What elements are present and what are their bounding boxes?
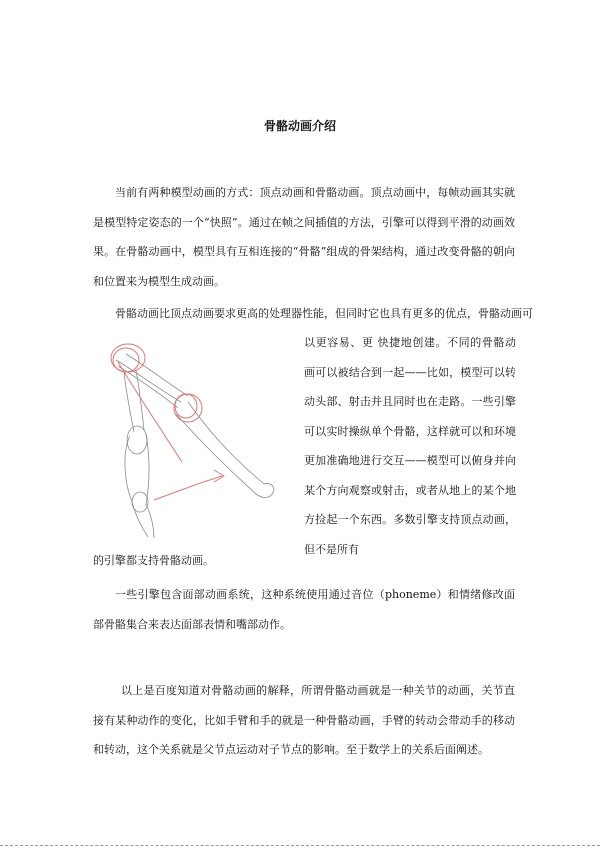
- page-title: 骨骼动画介绍: [263, 119, 336, 133]
- paragraph-skeletal-last-line: 的引擎都支持骨骼动画。: [93, 554, 214, 567]
- paragraph-explanation: 以上是百度知道对骨骼动画的解释，所谓骨骼动画就是一种关节的动画，关节直接有某种动作的变化，比如手臂和手的就是一种骨骼动画，手臂的转动会带动手的移动和转动，这个关系就是父节点运动对子节点的影响。至于数学上的关系后面阐述。: [93, 684, 515, 756]
- upper-arm-sketch: [116, 354, 274, 497]
- paragraph-skeletal-wrapped: 以更容易、更 快捷地创建。不同的骨骼动画可以被结合到一起——比如，模型可以转动头部、射击并且同时也在走路。一些引擎可以实时操纵单个骨骼，这样就可以和环境更加准确地进行交互——模型可以俯身并向某个方向观察或射击，或者从地上的某个地方捡起一个东西。多数引擎支持顶点动画，但不是所有: [304, 336, 516, 556]
- motion-arrow: [154, 470, 224, 500]
- page-bottom-rule: [0, 845, 600, 846]
- paragraph-facial-animation: 一些引擎包含面部动画系统，这种系统使用通过音位（phoneme）和情绪修改面部骨骼集合来表达面部表情和嘴部动作。: [93, 588, 515, 631]
- paragraph-intro: 当前有两种模型动画的方式：顶点动画和骨骼动画。顶点动画中，每帧动画其实就是模型特定姿态的一个“快照”。通过在帧之间插值的方法，引擎可以得到平滑的动画效果。在骨骼动画中，模型具有互相连接的“骨骼”组成的骨架结构，通过改变骨骼的朝向和位置来为模型生成动画。: [93, 186, 515, 288]
- arm-sketch-figure: [96, 332, 296, 542]
- paragraph-skeletal-first-line: 骨骼动画比顶点动画要求更高的处理器性能，但同时它也具有更多的优点，骨骼动画可: [115, 307, 533, 320]
